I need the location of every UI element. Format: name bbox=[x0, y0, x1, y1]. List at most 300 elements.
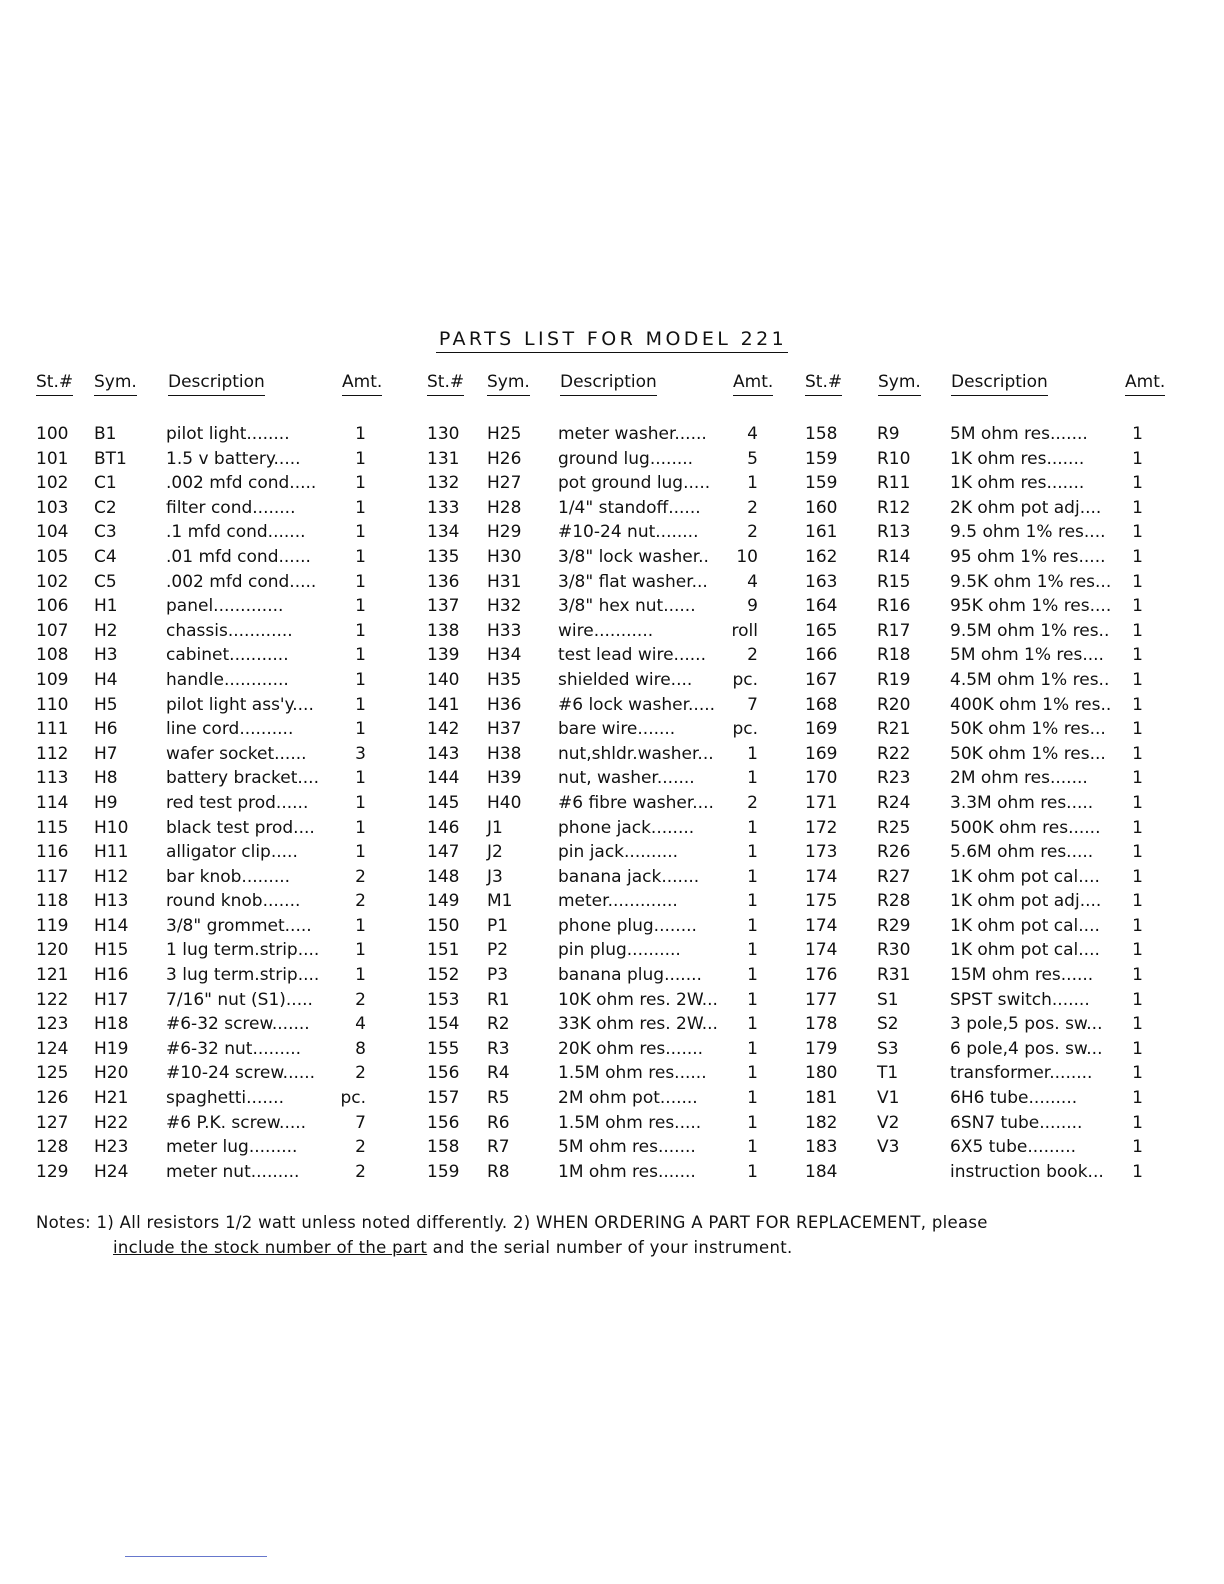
description-cell bbox=[166, 619, 366, 644]
symbol: V1 bbox=[877, 1088, 900, 1109]
description-cell bbox=[950, 766, 1143, 791]
symbol: H36 bbox=[487, 694, 522, 715]
description: phone jack........ bbox=[558, 817, 695, 838]
amount: 1 bbox=[355, 719, 366, 740]
stock-number: 167 bbox=[805, 669, 838, 690]
amount: 4 bbox=[355, 1014, 366, 1035]
symbol: H14 bbox=[94, 915, 129, 936]
description-cell bbox=[166, 791, 366, 816]
stock-number: 124 bbox=[36, 1038, 69, 1059]
description: meter washer...... bbox=[558, 424, 707, 444]
amount: 1 bbox=[1132, 424, 1143, 444]
description-cell bbox=[558, 1160, 758, 1185]
description: black test prod.... bbox=[166, 817, 315, 838]
description-cell bbox=[558, 693, 758, 718]
description-cell bbox=[166, 422, 366, 447]
amount: 1 bbox=[1132, 792, 1143, 813]
symbol: H16 bbox=[94, 965, 129, 986]
symbol: R11 bbox=[877, 473, 911, 494]
amount: 2 bbox=[355, 1137, 366, 1158]
description: 2M ohm pot....... bbox=[558, 1088, 698, 1109]
description-cell bbox=[166, 545, 366, 570]
description-cell bbox=[950, 447, 1143, 472]
amount: 1 bbox=[747, 866, 758, 887]
stock-number: 111 bbox=[36, 719, 69, 740]
symbol: H12 bbox=[94, 866, 129, 887]
stock-number: 174 bbox=[805, 866, 838, 887]
symbol: R7 bbox=[487, 1137, 510, 1158]
stock-number: 153 bbox=[427, 989, 460, 1010]
description: meter lug......... bbox=[166, 1137, 298, 1158]
stock-number: 176 bbox=[805, 965, 838, 986]
description-cell bbox=[166, 471, 366, 496]
stock-number: 150 bbox=[427, 915, 460, 936]
description: 10K ohm res. 2W... bbox=[558, 989, 718, 1010]
description: 1K ohm res....... bbox=[950, 473, 1085, 494]
description: filter cond........ bbox=[166, 497, 296, 518]
stock-number: 121 bbox=[36, 965, 69, 986]
stock-number: 173 bbox=[805, 842, 838, 863]
description: .01 mfd cond...... bbox=[166, 546, 311, 567]
stock-number: 147 bbox=[427, 842, 460, 863]
amount: 1 bbox=[747, 743, 758, 764]
description-cell bbox=[558, 668, 758, 693]
amount: 2 bbox=[355, 989, 366, 1010]
description-cell bbox=[558, 1111, 758, 1136]
description-cell bbox=[950, 914, 1143, 939]
description: 1K ohm pot cal.... bbox=[950, 940, 1100, 961]
symbol: C5 bbox=[94, 571, 117, 592]
symbol: R29 bbox=[877, 915, 911, 936]
description-cell bbox=[950, 643, 1143, 668]
symbol: R2 bbox=[487, 1014, 510, 1035]
symbol: R23 bbox=[877, 768, 911, 789]
stock-number: 102 bbox=[36, 571, 69, 592]
description: ground lug........ bbox=[558, 448, 694, 469]
description-cell bbox=[166, 865, 366, 890]
description: 3 pole,5 pos. sw... bbox=[950, 1014, 1103, 1035]
description-cell bbox=[558, 471, 758, 496]
symbol: H20 bbox=[94, 1063, 129, 1084]
stock-number: 129 bbox=[36, 1161, 69, 1182]
symbol: M1 bbox=[487, 891, 513, 912]
description-cell bbox=[950, 988, 1143, 1013]
amount: 1 bbox=[747, 989, 758, 1010]
symbol: R30 bbox=[877, 940, 911, 961]
description: 6SN7 tube........ bbox=[950, 1112, 1083, 1133]
symbol: H24 bbox=[94, 1161, 129, 1182]
stock-number: 184 bbox=[805, 1161, 838, 1182]
notes-line-2 bbox=[113, 1235, 793, 1260]
description-cell bbox=[166, 889, 366, 914]
amount: 1 bbox=[747, 940, 758, 961]
symbol: H30 bbox=[487, 546, 522, 567]
description-cell bbox=[166, 988, 366, 1013]
symbol: R17 bbox=[877, 620, 911, 641]
description-cell bbox=[950, 545, 1143, 570]
description: 50K ohm 1% res... bbox=[950, 719, 1106, 740]
description: 15M ohm res...... bbox=[950, 965, 1094, 986]
description: 400K ohm 1% res.. bbox=[950, 694, 1112, 715]
symbol: J2 bbox=[487, 842, 503, 863]
description: round knob....... bbox=[166, 891, 301, 912]
symbol: R27 bbox=[877, 866, 911, 887]
description-cell bbox=[558, 988, 758, 1013]
symbol: R25 bbox=[877, 817, 911, 838]
amount: 1 bbox=[1132, 719, 1143, 740]
description: bar knob......... bbox=[166, 866, 291, 887]
description: 1.5 v battery..... bbox=[166, 448, 301, 469]
header-sym: Sym. bbox=[94, 372, 137, 396]
symbol: R12 bbox=[877, 497, 911, 518]
description-cell bbox=[166, 668, 366, 693]
description-cell bbox=[950, 1012, 1143, 1037]
amount: 2 bbox=[747, 645, 758, 666]
header-sym: Sym. bbox=[487, 372, 530, 396]
stock-number: 161 bbox=[805, 522, 838, 543]
amount: 1 bbox=[355, 424, 366, 444]
stock-number: 166 bbox=[805, 645, 838, 666]
description: #10-24 screw...... bbox=[166, 1063, 316, 1084]
stock-number: 139 bbox=[427, 645, 460, 666]
description: 1.5M ohm res..... bbox=[558, 1112, 702, 1133]
description: #6-32 nut......... bbox=[166, 1038, 302, 1059]
description: 500K ohm res...... bbox=[950, 817, 1101, 838]
symbol: C3 bbox=[94, 522, 117, 543]
header-desc: Description bbox=[168, 372, 265, 396]
description: 1K ohm pot cal.... bbox=[950, 915, 1100, 936]
description-cell bbox=[950, 1111, 1143, 1136]
amount: roll bbox=[731, 620, 758, 641]
description-cell bbox=[950, 693, 1143, 718]
amount: 1 bbox=[1132, 620, 1143, 641]
symbol: H27 bbox=[487, 473, 522, 494]
description-cell bbox=[558, 816, 758, 841]
description: pot ground lug..... bbox=[558, 473, 711, 494]
symbol: R14 bbox=[877, 546, 911, 567]
description: 9.5K ohm 1% res... bbox=[950, 571, 1112, 592]
amount: 2 bbox=[747, 792, 758, 813]
header-desc: Description bbox=[951, 372, 1048, 396]
description: 6H6 tube......... bbox=[950, 1088, 1078, 1109]
symbol: P3 bbox=[487, 965, 509, 986]
amount: 1 bbox=[355, 792, 366, 813]
amount: pc. bbox=[340, 1088, 366, 1109]
amount: 1 bbox=[747, 1014, 758, 1035]
description-cell bbox=[558, 447, 758, 472]
stock-number: 178 bbox=[805, 1014, 838, 1035]
description-cell bbox=[558, 1037, 758, 1062]
stock-number: 108 bbox=[36, 645, 69, 666]
description-cell bbox=[950, 422, 1143, 447]
stock-number: 110 bbox=[36, 694, 69, 715]
amount: 1 bbox=[1132, 915, 1143, 936]
amount: 1 bbox=[355, 915, 366, 936]
description: 3.3M ohm res..... bbox=[950, 792, 1094, 813]
symbol: H28 bbox=[487, 497, 522, 518]
stock-number: 168 bbox=[805, 694, 838, 715]
stock-number: 135 bbox=[427, 546, 460, 567]
amount: 1 bbox=[355, 694, 366, 715]
amount: 1 bbox=[1132, 596, 1143, 617]
description: 3 lug term.strip.... bbox=[166, 965, 320, 986]
header-stock: St.# bbox=[805, 372, 842, 396]
stock-number: 170 bbox=[805, 768, 838, 789]
amount: 1 bbox=[355, 842, 366, 863]
stock-number: 114 bbox=[36, 792, 69, 813]
amount: 1 bbox=[747, 1038, 758, 1059]
stock-number: 179 bbox=[805, 1038, 838, 1059]
stock-number: 157 bbox=[427, 1088, 460, 1109]
description: 95K ohm 1% res.... bbox=[950, 596, 1112, 617]
symbol: R5 bbox=[487, 1088, 510, 1109]
description-cell bbox=[558, 742, 758, 767]
stock-number: 117 bbox=[36, 866, 69, 887]
symbol: H18 bbox=[94, 1014, 129, 1035]
amount: 1 bbox=[747, 473, 758, 494]
description: 1 lug term.strip.... bbox=[166, 940, 320, 961]
description: meter nut......... bbox=[166, 1161, 300, 1182]
description-cell bbox=[166, 1061, 366, 1086]
stock-number: 156 bbox=[427, 1112, 460, 1133]
amount: 3 bbox=[355, 743, 366, 764]
description-cell bbox=[950, 889, 1143, 914]
stock-number: 171 bbox=[805, 792, 838, 813]
description: 33K ohm res. 2W... bbox=[558, 1014, 718, 1035]
stock-number: 163 bbox=[805, 571, 838, 592]
description-cell bbox=[950, 938, 1143, 963]
description: #6 lock washer..... bbox=[558, 694, 716, 715]
amount: 7 bbox=[747, 694, 758, 715]
description-cell bbox=[950, 840, 1143, 865]
stock-number: 143 bbox=[427, 743, 460, 764]
stock-number: 118 bbox=[36, 891, 69, 912]
stock-number: 112 bbox=[36, 743, 69, 764]
description: 1K ohm pot cal.... bbox=[950, 866, 1100, 887]
description: shielded wire.... bbox=[558, 669, 693, 690]
amount: 5 bbox=[747, 448, 758, 469]
header-amt: Amt. bbox=[342, 372, 382, 396]
symbol: H9 bbox=[94, 792, 118, 813]
stock-number: 180 bbox=[805, 1063, 838, 1084]
description: handle............ bbox=[166, 669, 289, 690]
stock-number: 159 bbox=[805, 473, 838, 494]
stock-number: 148 bbox=[427, 866, 460, 887]
amount: 1 bbox=[355, 546, 366, 567]
notes bbox=[36, 1210, 1176, 1257]
symbol: H25 bbox=[487, 424, 522, 444]
stock-number: 144 bbox=[427, 768, 460, 789]
description: #6 fibre washer.... bbox=[558, 792, 714, 813]
description: red test prod...... bbox=[166, 792, 309, 813]
amount: 1 bbox=[1132, 473, 1143, 494]
amount: 1 bbox=[1132, 571, 1143, 592]
description-cell bbox=[950, 1037, 1143, 1062]
amount: 1 bbox=[355, 522, 366, 543]
symbol: H33 bbox=[487, 620, 522, 641]
amount: pc. bbox=[732, 719, 758, 740]
stock-number: 169 bbox=[805, 719, 838, 740]
amount: 1 bbox=[747, 842, 758, 863]
description: alligator clip..... bbox=[166, 842, 298, 863]
stock-number: 123 bbox=[36, 1014, 69, 1035]
description: 9.5 ohm 1% res.... bbox=[950, 522, 1106, 543]
amount: 1 bbox=[355, 571, 366, 592]
header-sym: Sym. bbox=[878, 372, 921, 396]
symbol: H4 bbox=[94, 669, 118, 690]
amount: 1 bbox=[747, 1063, 758, 1084]
description-cell bbox=[166, 717, 366, 742]
stock-number: 141 bbox=[427, 694, 460, 715]
symbol: H40 bbox=[487, 792, 522, 813]
stock-number: 102 bbox=[36, 473, 69, 494]
amount: 1 bbox=[355, 473, 366, 494]
amount: 1 bbox=[747, 768, 758, 789]
description-cell bbox=[558, 914, 758, 939]
description-cell bbox=[558, 422, 758, 447]
symbol: H37 bbox=[487, 719, 522, 740]
amount: 1 bbox=[1132, 891, 1143, 912]
symbol: H26 bbox=[487, 448, 522, 469]
description: 1K ohm res....... bbox=[950, 448, 1085, 469]
stock-number: 116 bbox=[36, 842, 69, 863]
amount: 1 bbox=[355, 596, 366, 617]
description-cell bbox=[950, 717, 1143, 742]
description: battery bracket.... bbox=[166, 768, 319, 789]
stock-number: 156 bbox=[427, 1063, 460, 1084]
description-cell bbox=[166, 1135, 366, 1160]
symbol: H7 bbox=[94, 743, 118, 764]
amount: 1 bbox=[1132, 1161, 1143, 1182]
symbol: H15 bbox=[94, 940, 129, 961]
amount: 1 bbox=[1132, 448, 1143, 469]
stock-number: 175 bbox=[805, 891, 838, 912]
stock-number: 101 bbox=[36, 448, 69, 469]
amount: 1 bbox=[355, 645, 366, 666]
description-cell bbox=[950, 791, 1143, 816]
amount: 1 bbox=[1132, 1063, 1143, 1084]
amount: 10 bbox=[736, 546, 758, 567]
symbol: R31 bbox=[877, 965, 911, 986]
stock-number: 133 bbox=[427, 497, 460, 518]
description-cell bbox=[166, 1160, 366, 1185]
description: nut, washer....... bbox=[558, 768, 695, 789]
description: phone plug........ bbox=[558, 915, 697, 936]
amount: 9 bbox=[747, 596, 758, 617]
stock-number: 174 bbox=[805, 940, 838, 961]
amount: 1 bbox=[747, 915, 758, 936]
description: line cord.......... bbox=[166, 719, 294, 740]
symbol: H6 bbox=[94, 719, 118, 740]
symbol: R15 bbox=[877, 571, 911, 592]
description-cell bbox=[950, 1086, 1143, 1111]
amount: 1 bbox=[1132, 842, 1143, 863]
stock-number: 104 bbox=[36, 522, 69, 543]
description: chassis............ bbox=[166, 620, 293, 641]
description-cell bbox=[166, 1012, 366, 1037]
stock-number: 155 bbox=[427, 1038, 460, 1059]
description-cell bbox=[950, 619, 1143, 644]
stock-number: 109 bbox=[36, 669, 69, 690]
amount: 2 bbox=[355, 1063, 366, 1084]
description: 4.5M ohm 1% res.. bbox=[950, 669, 1110, 690]
description-cell bbox=[166, 742, 366, 767]
symbol: R22 bbox=[877, 743, 911, 764]
amount: 1 bbox=[747, 817, 758, 838]
description: spaghetti....... bbox=[166, 1088, 284, 1109]
stock-number: 120 bbox=[36, 940, 69, 961]
amount: 1 bbox=[747, 1112, 758, 1133]
notes-underlined-text: include the stock number of the part bbox=[113, 1238, 428, 1257]
description-cell bbox=[558, 594, 758, 619]
symbol: J3 bbox=[487, 866, 503, 887]
stock-number: 125 bbox=[36, 1063, 69, 1084]
description: meter............. bbox=[558, 891, 678, 912]
description: 2M ohm res....... bbox=[950, 768, 1088, 789]
description-cell bbox=[950, 1061, 1143, 1086]
description: pin plug.......... bbox=[558, 940, 681, 961]
footnote-rule bbox=[125, 1556, 267, 1557]
description: 20K ohm res....... bbox=[558, 1038, 704, 1059]
symbol: H23 bbox=[94, 1137, 129, 1158]
amount: 1 bbox=[1132, 669, 1143, 690]
description-cell bbox=[558, 717, 758, 742]
description: banana plug....... bbox=[558, 965, 702, 986]
description-cell bbox=[166, 1086, 366, 1111]
stock-number: 158 bbox=[427, 1137, 460, 1158]
symbol: H29 bbox=[487, 522, 522, 543]
description-cell bbox=[166, 570, 366, 595]
symbol: S1 bbox=[877, 989, 899, 1010]
stock-number: 134 bbox=[427, 522, 460, 543]
description-cell bbox=[950, 963, 1143, 988]
symbol: C2 bbox=[94, 497, 117, 518]
description: .002 mfd cond..... bbox=[166, 571, 317, 592]
amount: 1 bbox=[1132, 1038, 1143, 1059]
symbol: T1 bbox=[877, 1063, 899, 1084]
description-cell bbox=[166, 766, 366, 791]
description-cell bbox=[950, 742, 1143, 767]
symbol: R24 bbox=[877, 792, 911, 813]
symbol: R21 bbox=[877, 719, 911, 740]
description-cell bbox=[166, 447, 366, 472]
stock-number: 152 bbox=[427, 965, 460, 986]
description-cell bbox=[558, 865, 758, 890]
page-title: PARTS LIST FOR MODEL 221 bbox=[0, 328, 1224, 350]
symbol: J1 bbox=[487, 817, 503, 838]
description-cell bbox=[558, 619, 758, 644]
amount: 1 bbox=[747, 1161, 758, 1182]
description-cell bbox=[950, 471, 1143, 496]
description-cell bbox=[166, 816, 366, 841]
stock-number: 115 bbox=[36, 817, 69, 838]
symbol: H22 bbox=[94, 1112, 129, 1133]
description-cell bbox=[950, 816, 1143, 841]
description-cell bbox=[558, 496, 758, 521]
description: 5M ohm res....... bbox=[558, 1137, 696, 1158]
symbol: H38 bbox=[487, 743, 522, 764]
symbol: R9 bbox=[877, 424, 900, 444]
stock-number: 100 bbox=[36, 424, 69, 444]
amount: 2 bbox=[355, 866, 366, 887]
description-cell bbox=[950, 1160, 1143, 1185]
amount: 1 bbox=[355, 448, 366, 469]
amount: 1 bbox=[1132, 1112, 1143, 1133]
header-desc: Description bbox=[560, 372, 657, 396]
symbol: R4 bbox=[487, 1063, 510, 1084]
description-cell bbox=[558, 643, 758, 668]
symbol: H1 bbox=[94, 596, 118, 617]
